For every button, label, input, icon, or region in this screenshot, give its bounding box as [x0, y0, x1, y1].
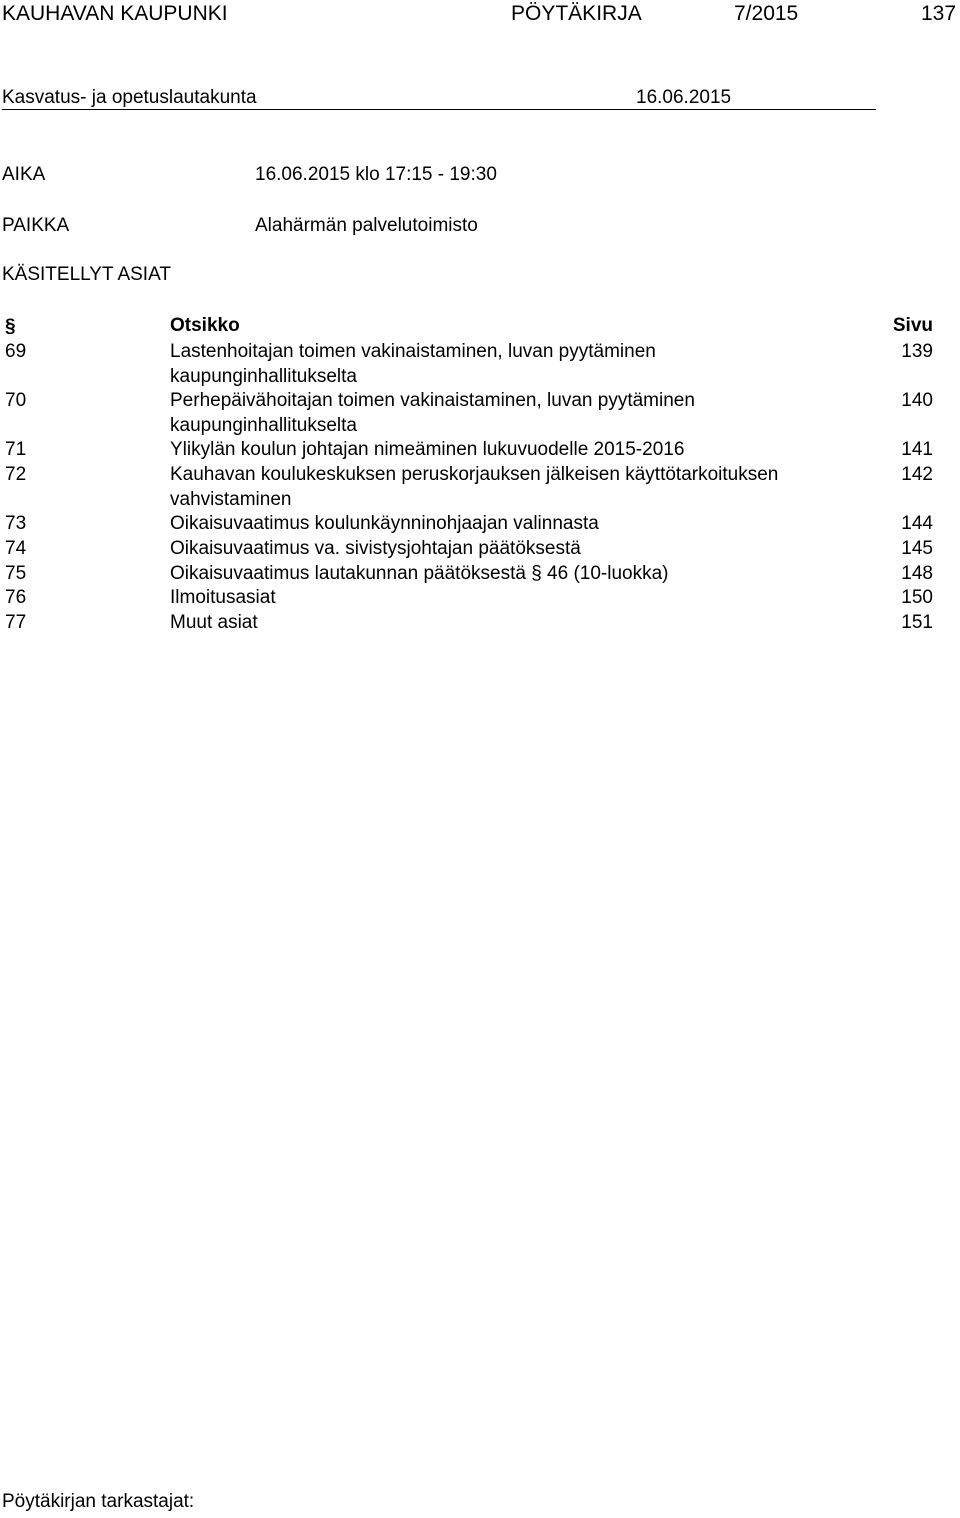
- meeting-date: 16.06.2015: [636, 87, 732, 108]
- toc-item-title: Oikaisuvaatimus koulunkäynninohjaajan valinnasta: [170, 513, 599, 534]
- toc-item-page: 140: [901, 390, 933, 411]
- time-value: 16.06.2015 klo 17:15 - 19:30: [255, 164, 497, 185]
- toc-item-page: 150: [901, 587, 933, 608]
- toc-item-page: 141: [901, 439, 933, 460]
- toc-item-title: Ilmoitusasiat: [170, 587, 276, 608]
- toc-item-title: Muut asiat: [170, 612, 258, 633]
- reviewers-label: Pöytäkirjan tarkastajat:: [2, 1491, 195, 1512]
- toc-item-title: Lastenhoitajan toimen vakinaistaminen, luvan pyytäminen kaupunginhallitukselta: [170, 341, 656, 387]
- toc-item-page: 144: [901, 513, 933, 534]
- section-symbol-header: §: [5, 316, 16, 337]
- municipality-name: KAUHAVAN KAUPUNKI: [2, 2, 228, 25]
- toc-item-number: 69: [5, 341, 27, 362]
- toc-item-page: 142: [901, 464, 933, 485]
- toc-item-number: 71: [5, 439, 27, 460]
- time-label: AIKA: [2, 164, 46, 185]
- page-number: 137: [921, 2, 957, 25]
- toc-item-page: 148: [901, 563, 933, 584]
- header-divider: [2, 109, 876, 110]
- document-number: 7/2015: [734, 2, 799, 25]
- document-type: PÖYTÄKIRJA: [511, 2, 642, 25]
- column-header-title: Otsikko: [170, 315, 240, 336]
- toc-item-title: Kauhavan koulukeskuksen peruskorjauksen jälkeisen käyttötarkoituksen vahvistaminen: [170, 464, 779, 510]
- toc-item-number: 73: [5, 513, 27, 534]
- toc-item-number: 77: [5, 612, 27, 633]
- toc-item-title: Oikaisuvaatimus lautakunnan päätöksestä § 46 (10-luokka): [170, 563, 669, 584]
- toc-item-title: Oikaisuvaatimus va. sivistysjohtajan päätöksestä: [170, 538, 581, 559]
- board-name: Kasvatus- ja opetuslautakunta: [2, 87, 257, 108]
- place-label: PAIKKA: [2, 215, 70, 236]
- toc-item-number: 70: [5, 390, 27, 411]
- toc-item-number: 75: [5, 563, 27, 584]
- place-value: Alahärmän palvelutoimisto: [255, 215, 478, 236]
- toc-item-page: 151: [901, 612, 933, 633]
- toc-item-title: Ylikylän koulun johtajan nimeäminen lukuvuodelle 2015-2016: [170, 439, 685, 460]
- toc-item-number: 72: [5, 464, 27, 485]
- toc-item-number: 76: [5, 587, 27, 608]
- toc-item-page: 139: [901, 341, 933, 362]
- column-header-page: Sivu: [892, 315, 933, 336]
- toc-item-number: 74: [5, 538, 27, 559]
- toc-item-title: Perhepäivähoitajan toimen vakinaistaminen, luvan pyytäminen kaupunginhallitukselta: [170, 390, 695, 436]
- section-title: KÄSITELLYT ASIAT: [2, 264, 171, 285]
- toc-item-page: 145: [901, 538, 933, 559]
